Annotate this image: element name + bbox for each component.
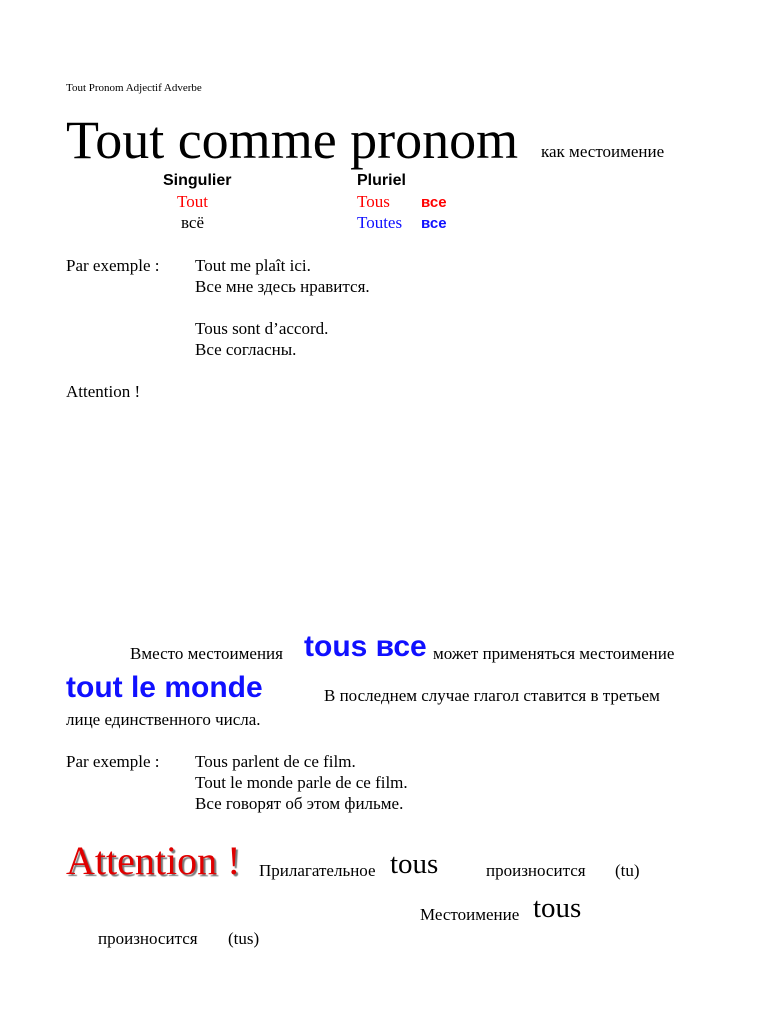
plural-fr-masc: Tous — [357, 192, 390, 211]
attention-note: Attention ! — [66, 382, 141, 401]
header-line: Tout Pronom Adjectif Adverbe — [66, 82, 202, 94]
pronounced-label: произносится — [486, 861, 586, 880]
highlight-tous: tous все — [304, 630, 427, 663]
singular-fr: Tout — [177, 192, 208, 211]
title-translation: как местоимение — [541, 142, 665, 161]
example-line: Tous parlent de ce film. — [195, 752, 356, 771]
example-line: Tout le monde parle de ce film. — [195, 773, 408, 792]
pronunciation-value: (tu) — [615, 861, 640, 880]
attention-heading: Attention ! — [66, 838, 241, 883]
plural-fr-fem: Toutes — [357, 213, 403, 232]
adjective-word: tous — [390, 848, 439, 880]
example-line: Все мне здесь нравится. — [195, 277, 370, 296]
singular-heading: Singulier — [163, 172, 232, 189]
pronoun-word: tous — [533, 892, 582, 924]
plural-ru-fem: все — [421, 215, 447, 232]
example-line: Все согласны. — [195, 340, 297, 359]
example-line: Tout me plaît ici. — [195, 256, 311, 275]
paragraph-text: В последнем случае глагол ставится в третьем — [324, 686, 660, 705]
plural-heading: Pluriel — [357, 172, 406, 189]
singular-ru: всё — [181, 213, 205, 232]
paragraph-text: лице единственного числа. — [66, 710, 261, 729]
paragraph-text: может применяться местоимение — [433, 644, 675, 663]
pronounced-label: произносится — [98, 929, 198, 948]
highlight-tout-le-monde: tout le monde — [66, 671, 263, 704]
page-title: Tout comme pronom — [66, 110, 519, 170]
example-line: Все говорят об этом фильме. — [195, 794, 404, 813]
example-line: Tous sont d’accord. — [195, 319, 329, 338]
adjective-label: Прилагательное — [259, 861, 376, 880]
plural-ru-masc: все — [421, 194, 447, 211]
example-label: Par exemple : — [66, 752, 160, 771]
pronoun-label: Местоимение — [420, 905, 520, 924]
pronunciation-value: (tus) — [228, 929, 260, 948]
paragraph-text: Вместо местоимения — [130, 644, 283, 663]
example-label: Par exemple : — [66, 256, 160, 275]
